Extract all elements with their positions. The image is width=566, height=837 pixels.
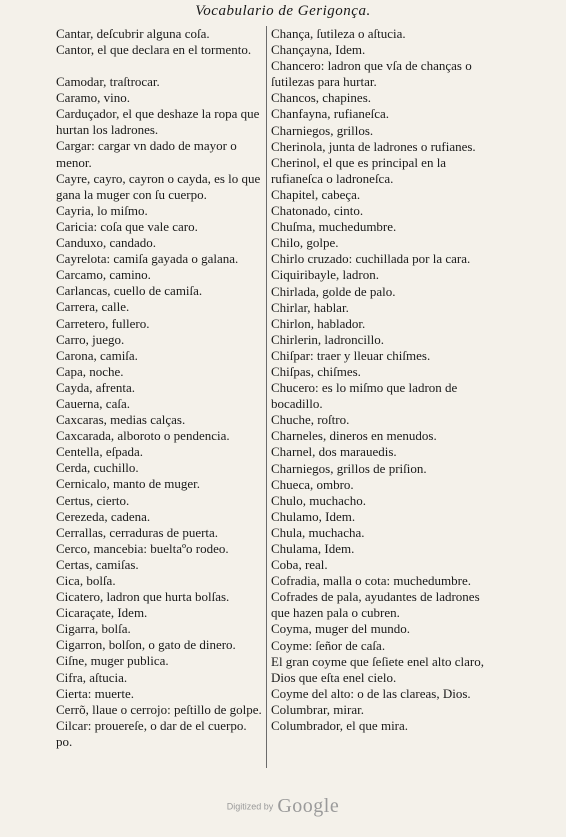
left-entry-29: Cerco, mancebia: bueltaºo rodeo. <box>56 540 229 556</box>
right-entry-1: Chança, ſutileza o aſtucia. <box>271 26 406 41</box>
right-entry-10: Chatonado, cinto. <box>271 203 364 219</box>
left-entry-34: Cigarra, bolſa. <box>56 621 131 637</box>
left-entry-5: Carduçador, el que deshaze la ropa que hurtan los ladrones. <box>56 106 260 138</box>
right-entry-29: Chula, muchacha. <box>271 524 365 540</box>
google-logo: Google <box>277 795 340 817</box>
right-entry-5: Chanfayna, rufianeſca. <box>271 106 390 122</box>
left-entry-31: Cica, bolſa. <box>56 573 116 588</box>
right-entry-34: Coyma, muger del mundo. <box>271 621 411 637</box>
left-entry-14: Carrera, calle. <box>56 299 130 315</box>
right-entry-23: Charneles, dineros en menudos. <box>271 428 437 444</box>
left-entry-13: Carlancas, cuello de camiſa. <box>56 283 203 299</box>
right-entry-31: Coba, real. <box>271 557 328 573</box>
right-entry-38: Columbrar, mirar. <box>271 701 364 717</box>
left-entry-1: Cantar, deſcubrir alguna coſa. <box>56 26 210 41</box>
left-entry-21: Caxcaras, medias calças. <box>56 412 186 428</box>
left-entry-19: Cayda, afrenta. <box>56 379 136 395</box>
page-header: Vocabulario de Gerigonça. <box>195 3 371 19</box>
left-entry-40: Cilcar: prouereſe, o dar de el cuerpo. po. <box>56 717 247 749</box>
left-entry-11: Cayrelota: camiſa gayada o galana. <box>56 251 239 267</box>
right-entry-37: Coyme del alto: o de las clareas, Dios. <box>271 685 471 701</box>
right-entry-33: Cofrades de pala, ayudantes de ladrones que hazen pala o cubren. <box>271 589 480 621</box>
left-entry-4: Caramo, vino. <box>56 90 131 106</box>
right-entry-11: Chuſma, muchedumbre. <box>271 219 397 235</box>
right-entry-8: Cherinol, el que es principal en la rufianeſca o ladroneſca. <box>271 154 447 186</box>
right-entry-17: Chirlon, hablador. <box>271 315 366 331</box>
digitizer-watermark <box>0 795 566 818</box>
digitized-by-label: Digitized by <box>226 801 274 812</box>
right-entry-19: Chiſpar: traer y lleuar chiſmes. <box>271 347 431 363</box>
right-entry-9: Chapitel, cabeça. <box>271 186 361 202</box>
left-entry-39: Cerrõ, llaue o cerrojo: peſtillo de golpe. <box>56 701 262 717</box>
right-entry-4: Chancos, chapines. <box>271 90 372 106</box>
left-entry-2: Cantor, el que declara en el tormento. <box>56 42 252 58</box>
right-entry-16: Chirlar, hablar. <box>271 299 349 315</box>
right-entry-13: Chirlo cruzado: cuchillada por la cara. <box>271 251 471 267</box>
left-entry-26: Certus, cierto. <box>56 492 130 508</box>
right-entry-32: Cofradia, malla o cota: muchedumbre. <box>271 573 471 589</box>
left-entry-15: Carretero, fullero. <box>56 315 150 331</box>
left-entry-8: Cayria, lo miſmo. <box>56 202 148 218</box>
right-entry-7: Cherinola, junta de ladrones o rufianes. <box>271 138 476 154</box>
left-entry-28: Cerrallas, cerraduras de puerta. <box>56 524 219 540</box>
left-entry-22: Caxcarada, alboroto o pendencia. <box>56 428 230 444</box>
right-entry-39: Columbrador, el que mira. <box>271 718 409 734</box>
left-entry-9: Caricia: coſa que vale caro. <box>56 218 198 234</box>
left-entry-25: Cernicalo, manto de muger. <box>56 476 201 492</box>
left-entry-37: Cifra, aſtucia. <box>56 669 128 685</box>
left-entry-30: Certas, camiſas. <box>56 556 139 572</box>
right-entry-24: Charnel, dos marauedis. <box>271 444 397 460</box>
right-entry-3: Chancero: ladron que vſa de chanças o ſutilezas para hurtar. <box>271 58 472 90</box>
right-entry-12: Chilo, golpe. <box>271 235 339 251</box>
left-entry-23: Centella, eſpada. <box>56 444 143 460</box>
right-entry-30: Chulama, Idem. <box>271 541 355 556</box>
left-entry-10: Canduxo, candado. <box>56 235 157 251</box>
right-entry-36: El gran coyme que ſeſiete enel alto claro, Dios que eſta enel cielo. <box>271 653 484 685</box>
right-entry-6: Charniegos, grillos. <box>271 122 374 138</box>
right-entry-25: Charniegos, grillos de priſion. <box>271 460 427 476</box>
right-entry-28: Chulamo, Idem. <box>271 508 356 524</box>
right-entry-18: Chirlerin, ladroncillo. <box>271 331 385 347</box>
left-entry-6: Cargar: cargar vn dado de mayor o menor. <box>56 138 237 170</box>
right-entry-22: Chuche, roſtro. <box>271 412 350 428</box>
left-entry-32: Cicatero, ladron que hurta bolſas. <box>56 589 230 605</box>
left-entry-35: Cigarron, bolſon, o gato de dinero. <box>56 637 236 653</box>
left-entry-33: Cicaraçate, Idem. <box>56 605 148 621</box>
left-entry-24: Cerda, cuchillo. <box>56 460 139 476</box>
right-entry-35: Coyme: ſeñor de caſa. <box>271 637 386 653</box>
left-entry-36: Ciſne, muger publica. <box>56 653 169 669</box>
right-entry-2: Chançayna, Idem. <box>271 42 366 58</box>
right-entry-21: Chucero: es lo miſmo que ladron de bocadillo. <box>271 380 458 412</box>
right-entry-14: Ciquiribayle, ladron. <box>271 267 379 283</box>
left-entry-18: Capa, noche. <box>56 363 124 379</box>
column-divider <box>266 26 267 768</box>
left-entry-20: Cauerna, caſa. <box>56 395 130 411</box>
right-column <box>271 26 493 734</box>
right-entry-20: Chiſpas, chiſmes. <box>271 363 361 379</box>
left-entry-17: Carona, camiſa. <box>56 347 138 363</box>
left-column <box>56 26 266 750</box>
right-entry-15: Chirlada, golde de palo. <box>271 283 396 299</box>
left-entry-27: Cerezeda, cadena. <box>56 508 151 524</box>
right-entry-26: Chueca, ombro. <box>271 476 354 492</box>
left-entry-12: Carcamo, camino. <box>56 267 151 283</box>
left-entry-7: Cayre, cayro, cayron o cayda, es lo que gana la muger con ſu cuerpo. <box>56 170 261 202</box>
left-entry-16: Carro, juego. <box>56 331 125 347</box>
right-entry-27: Chulo, muchacho. <box>271 492 366 508</box>
left-entry-38: Cierta: muerte. <box>56 685 134 701</box>
left-entry-3: Camodar, traſtrocar. <box>56 74 160 90</box>
